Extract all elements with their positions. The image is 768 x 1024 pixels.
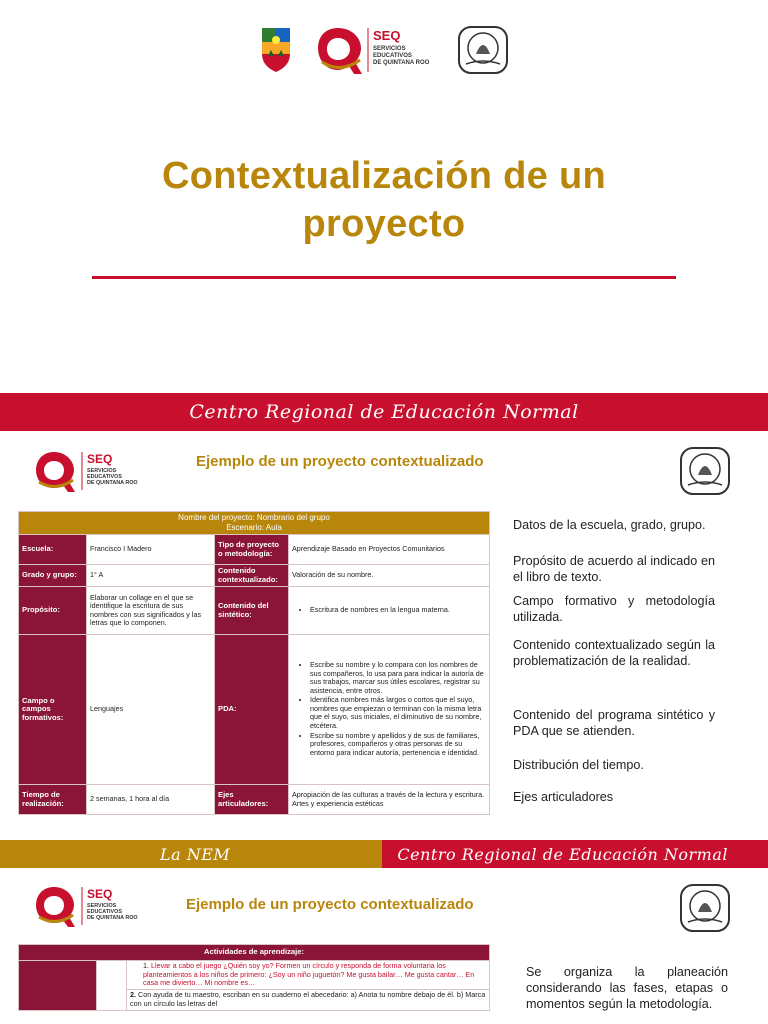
value-proposito: Elaborar un collage en el que se identifique la escritura de sus nombres con sus significados y las letras que lo componen. <box>87 587 215 635</box>
seq-logo <box>316 24 446 76</box>
title-slide <box>0 0 768 393</box>
project-scenario: Escenario: Aula <box>226 523 282 532</box>
seq-line2-small: EDUCATIVOS <box>87 474 122 480</box>
table-header-row <box>19 945 490 961</box>
slide-heading: Ejemplo de un proyecto contextualizado <box>196 453 484 470</box>
activity-text: Con ayuda de tu maestro, escriban en su cuaderno el abecedario: a) Anota tu nombre debajo de él. b) Marca con un círculo las letras del <box>130 990 486 1008</box>
seq-mark: SEQ <box>373 28 401 43</box>
value-tiempo: 2 semanas, 1 hora al día <box>87 785 215 815</box>
pda-item: • Escribe su nombre y lo compara con los nombres de sus compañeros, lo usa para para indicar la autoría de sus trabajos, marcar sus útiles escolares, registrar su asistencia, entre otros. <box>310 661 486 695</box>
note-item: Ejes articuladores <box>513 790 614 804</box>
activity-item-2 <box>127 990 490 1011</box>
list-item: • Escritura de nombres en la lengua materna. <box>310 606 486 615</box>
value-pda <box>289 635 490 785</box>
quintana-roo-emblem <box>258 26 294 74</box>
seq-logo-small <box>34 449 154 493</box>
title-line-1: Contextualización de un <box>162 155 606 197</box>
seq-line2: EDUCATIVOS <box>373 53 412 59</box>
title-divider <box>92 276 676 279</box>
label-escuela: Escuela: <box>19 535 87 565</box>
note-item: Se organiza la planeación considerando las fases, etapas o momentos según la metodología. <box>526 965 728 1011</box>
activity-number: 2. <box>130 990 136 1000</box>
ejes-line-1: Apropiación de las culturas a través de la lectura y escritura. <box>292 790 485 800</box>
table-row <box>19 535 490 565</box>
table-row <box>19 635 490 785</box>
pda-item: • Identifica nombres más largos o cortos que el suyo, nombres que empiezan o terminan con la misma letra que el suyo, sus iniciales, el diminutivo de su nombre, etcétera. <box>310 696 486 730</box>
note-item: Campo formativo y metodología utilizada. <box>513 594 715 624</box>
row-label-cell <box>19 960 97 1010</box>
activity-item-1 <box>127 960 490 989</box>
crena-text: Centro Regional de Educación Normal <box>397 844 728 864</box>
label-proposito: Propósito: <box>19 587 87 635</box>
school-seal-small <box>678 882 732 934</box>
annotation-notes <box>513 431 715 840</box>
value-tipo: Aprendizaje Basado en Proyectos Comunitarios <box>289 535 490 565</box>
seq-line1-small: SERVICIOS <box>87 468 117 474</box>
nem-text: La NEM <box>160 844 231 864</box>
note-item: Distribución del tiempo. <box>513 758 644 772</box>
slide-heading: Ejemplo de un proyecto contextualizado <box>186 896 474 913</box>
table-row <box>19 565 490 587</box>
logo-strip <box>258 22 510 78</box>
seq-line3-small: DE QUINTANA ROO <box>87 480 138 486</box>
table-row <box>19 785 490 815</box>
value-escuela: Francisco I Madero <box>87 535 215 565</box>
blank-cell <box>97 960 127 1010</box>
label-tipo: Tipo de proyecto o metodología: <box>215 535 289 565</box>
banner-text: Centro Regional de Educación Normal <box>189 401 579 423</box>
activity-text: Llevar a cabo el juego ¿Quién soy yo? Formen un círculo y responda de forma voluntaria los planteamientos a los niños de primero: ¿Soy un niño juguetón? Me gusta bailar… Me gusta cantar… En casa me divierto… Mi nombre es… <box>143 960 475 988</box>
value-campo: Lenguajes <box>87 635 215 785</box>
seq-line3-small: DE QUINTANA ROO <box>87 915 138 921</box>
label-pda: PDA: <box>215 635 289 785</box>
label-contenido-contextualizado: Contenido contextualizado: <box>215 565 289 587</box>
nem-banner-right <box>382 840 768 868</box>
seq-line1: SERVICIOS <box>373 46 406 52</box>
nem-banner-left <box>0 840 382 868</box>
table-header-row <box>19 512 490 535</box>
ejes-line-2: Artes y experiencia estéticas <box>292 798 384 808</box>
seq-line2-small: EDUCATIVOS <box>87 909 122 915</box>
page-title <box>60 152 708 248</box>
label-campo: Campo o campos formativos: <box>19 635 87 785</box>
label-contenido-sintetico: Contenido del sintético: <box>215 587 289 635</box>
project-plan-table <box>18 511 490 815</box>
table-header <box>19 512 490 535</box>
title-line-2: proyecto <box>302 203 466 245</box>
value-contenido-sintetico <box>289 587 490 635</box>
nem-banner <box>0 840 768 868</box>
value-contenido-contextualizado: Valoración de su nombre. <box>289 565 490 587</box>
school-seal <box>456 24 510 76</box>
activities-table <box>18 944 490 1011</box>
value-ejes <box>289 785 490 815</box>
note-item: Datos de la escuela, grado, grupo. <box>513 518 706 532</box>
seq-mark-small: SEQ <box>87 452 113 466</box>
annotation-note-phases <box>526 964 728 1012</box>
note-item: Contenido del programa sintético y PDA que se atienden. <box>513 708 715 738</box>
example-slide <box>0 431 768 840</box>
seq-mark-small: SEQ <box>87 887 113 901</box>
activity-number: 1. <box>143 960 149 970</box>
label-ejes: Ejes articuladores: <box>215 785 289 815</box>
table-row <box>19 960 490 989</box>
table-row <box>19 587 490 635</box>
label-tiempo: Tiempo de realización: <box>19 785 87 815</box>
note-item: Propósito de acuerdo al indicado en el libro de texto. <box>513 554 715 584</box>
crena-banner <box>0 393 768 431</box>
project-name: Nombre del proyecto: Nombrario del grupo <box>178 513 330 522</box>
activities-slide <box>0 868 768 1024</box>
seq-line3: DE QUINTANA ROO <box>373 60 430 66</box>
seq-line1-small: SERVICIOS <box>87 903 117 909</box>
seq-logo-small <box>34 884 154 928</box>
note-item: Contenido contextualizado según la problematización de la realidad. <box>513 638 715 668</box>
value-grado: 1° A <box>87 565 215 587</box>
pda-item: • Escribe su nombre y apellidos y de sus de familiares, profesores, compañeros y otras personas de su entorno para indicar autoría, pertenencia e identidad. <box>310 732 486 758</box>
activities-header: Actividades de aprendizaje: <box>19 945 490 961</box>
label-grado: Grado y grupo: <box>19 565 87 587</box>
